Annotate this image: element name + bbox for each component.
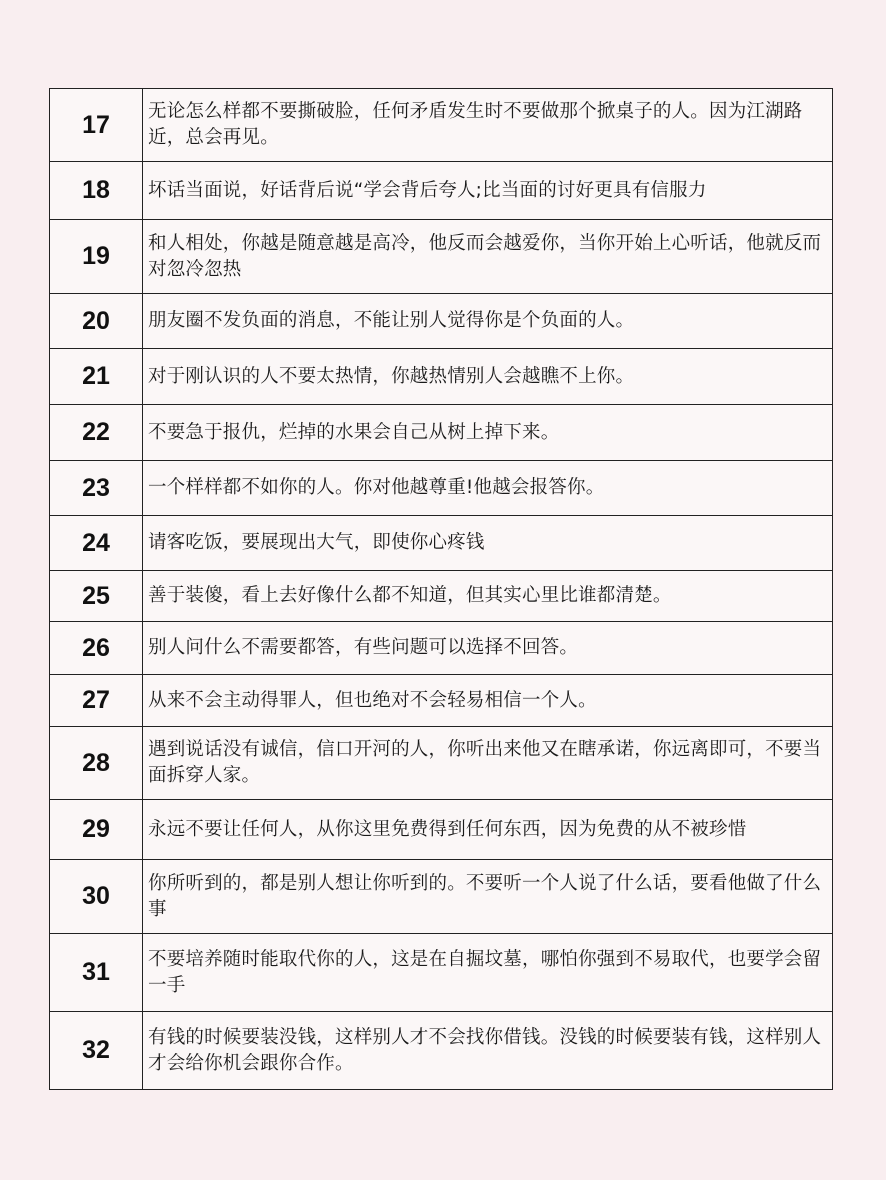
row-text: 无论怎么样都不要撕破脸，任何矛盾发生时不要做那个掀桌子的人。因为江湖路近，总会再见。: [143, 89, 833, 162]
table-row: [50, 571, 833, 622]
row-text: 永远不要让任何人，从你这里免费得到任何东西，因为免费的从不被珍惜: [143, 800, 833, 860]
row-text: 你所听到的，都是别人想让你听到的。不要听一个人说了什么话，要看他做了什么事: [143, 860, 833, 934]
row-text: 请客吃饭，要展现出大气，即使你心疼钱: [143, 516, 833, 571]
row-number: 24: [50, 516, 143, 571]
row-number: 20: [50, 294, 143, 349]
row-text: 从来不会主动得罪人，但也绝对不会轻易相信一个人。: [143, 675, 833, 727]
row-text: 不要急于报仇，烂掉的水果会自己从树上掉下来。: [143, 405, 833, 461]
table-row: [50, 516, 833, 571]
table-row: [50, 294, 833, 349]
row-number: 25: [50, 571, 143, 622]
table-row: [50, 461, 833, 516]
table-row: [50, 860, 833, 934]
table-row: [50, 727, 833, 800]
row-number: 32: [50, 1012, 143, 1090]
row-text: 一个样样都不如你的人。你对他越尊重!他越会报答你。: [143, 461, 833, 516]
table-row: [50, 349, 833, 405]
row-text: 遇到说话没有诚信，信口开河的人，你听出来他又在瞎承诺，你远离即可，不要当面拆穿人家。: [143, 727, 833, 800]
row-number: 17: [50, 89, 143, 162]
row-text: 有钱的时候要装没钱，这样别人才不会找你借钱。没钱的时候要装有钱，这样别人才会给你机会跟你合作。: [143, 1012, 833, 1090]
table-row: [50, 934, 833, 1012]
row-number: 22: [50, 405, 143, 461]
row-number: 18: [50, 162, 143, 220]
row-number: 21: [50, 349, 143, 405]
row-number: 26: [50, 622, 143, 675]
row-text: 和人相处，你越是随意越是高冷，他反而会越爱你，当你开始上心听话，他就反而对忽冷忽热: [143, 220, 833, 294]
row-number: 23: [50, 461, 143, 516]
table-row: [50, 405, 833, 461]
table-row: [50, 89, 833, 162]
table-row: [50, 162, 833, 220]
row-text: 善于装傻，看上去好像什么都不知道，但其实心里比谁都清楚。: [143, 571, 833, 622]
table-row: [50, 1012, 833, 1090]
table-row: [50, 800, 833, 860]
row-number: 31: [50, 934, 143, 1012]
row-number: 28: [50, 727, 143, 800]
row-number: 30: [50, 860, 143, 934]
row-text: 对于刚认识的人不要太热情，你越热情别人会越瞧不上你。: [143, 349, 833, 405]
row-text: 别人问什么不需要都答，有些问题可以选择不回答。: [143, 622, 833, 675]
table-row: [50, 220, 833, 294]
row-text: 不要培养随时能取代你的人，这是在自掘坟墓，哪怕你强到不易取代，也要学会留一手: [143, 934, 833, 1012]
row-text: 朋友圈不发负面的消息，不能让别人觉得你是个负面的人。: [143, 294, 833, 349]
row-number: 27: [50, 675, 143, 727]
table-row: [50, 622, 833, 675]
row-text: 坏话当面说，好话背后说“学会背后夸人;比当面的讨好更具有信服力: [143, 162, 833, 220]
tips-table: [49, 88, 833, 1090]
row-number: 19: [50, 220, 143, 294]
row-number: 29: [50, 800, 143, 860]
table-row: [50, 675, 833, 727]
